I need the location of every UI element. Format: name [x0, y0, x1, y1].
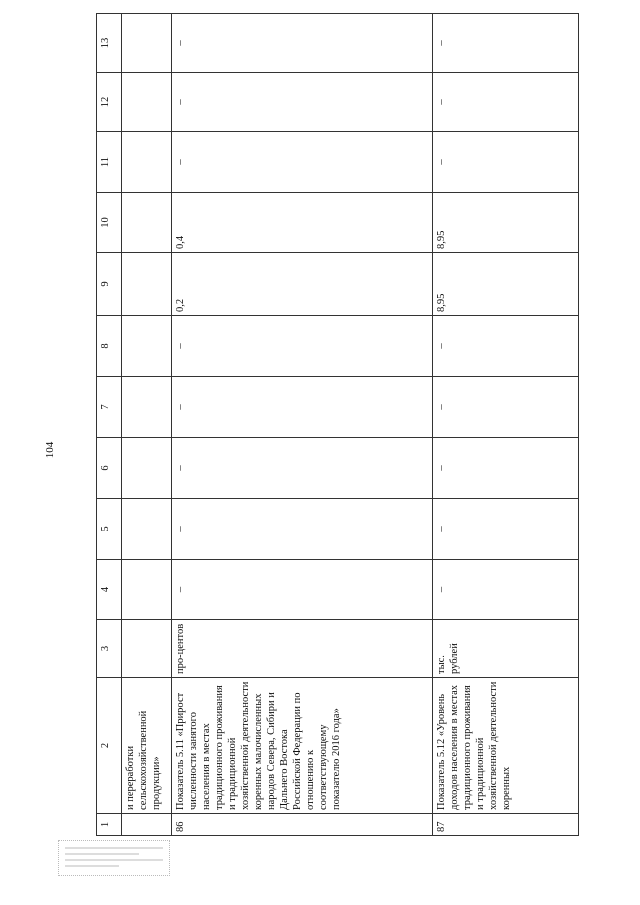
data-table: [96, 13, 579, 836]
table-cell: 86: [172, 814, 433, 836]
table-cell: тыс. рублей: [433, 620, 579, 678]
table-cell: Показатель 5.11 «Прирост численности занятого населения в местах традиционного проживания и традиционной хозяйственной деятельности коренных малочисленных народов Севера, Сибири и Дальнего Востока Российской Федерации по отношению к соответствующему показателю 2016 года»: [172, 678, 433, 814]
stamp-image: [58, 840, 170, 876]
table-cell: 0,4: [172, 193, 433, 253]
table-cell: –: [172, 316, 433, 377]
table-cell: –: [172, 14, 433, 73]
table-row: [172, 14, 433, 836]
col-header: 8: [97, 316, 122, 377]
table-cell: [122, 316, 172, 377]
table-cell: –: [433, 316, 579, 377]
table-cell: –: [433, 73, 579, 132]
table-cell: 0,2: [172, 253, 433, 316]
table-cell: [122, 73, 172, 132]
table-cell: про-центов: [172, 620, 433, 678]
table-cell: –: [172, 132, 433, 193]
table-cell: –: [433, 438, 579, 499]
table-cell: 8,95: [433, 193, 579, 253]
table-cell: [122, 14, 172, 73]
col-header: 10: [97, 193, 122, 253]
col-header: 2: [97, 678, 122, 814]
table-cell: и переработки сельскохозяйственной продукции»: [122, 678, 172, 814]
col-header: 6: [97, 438, 122, 499]
col-header: 3: [97, 620, 122, 678]
table-cell: –: [172, 377, 433, 438]
table-cell: [122, 253, 172, 316]
table-cell: –: [433, 560, 579, 620]
table-cell: [122, 193, 172, 253]
col-header: 7: [97, 377, 122, 438]
col-header: 5: [97, 499, 122, 560]
col-header: 11: [97, 132, 122, 193]
table-cell: [122, 132, 172, 193]
col-header: 4: [97, 560, 122, 620]
table-row: [122, 14, 172, 836]
table-cell: [122, 377, 172, 438]
col-header: 9: [97, 253, 122, 316]
col-header: 12: [97, 73, 122, 132]
table-cell: [122, 438, 172, 499]
table-cell: –: [433, 14, 579, 73]
table-cell: 8,95: [433, 253, 579, 316]
page-number: 104: [44, 441, 56, 459]
header-row: [97, 14, 122, 836]
col-header: 13: [97, 14, 122, 73]
table-cell: –: [433, 377, 579, 438]
table-row: [433, 14, 579, 836]
table-cell: –: [172, 73, 433, 132]
table-cell: –: [172, 499, 433, 560]
table-cell: –: [172, 560, 433, 620]
table-cell: [122, 499, 172, 560]
col-header: 1: [97, 814, 122, 836]
table-cell: –: [172, 438, 433, 499]
table-cell: –: [433, 499, 579, 560]
table-cell: –: [433, 132, 579, 193]
table-cell: [122, 560, 172, 620]
table-cell: Показатель 5.12 «Уровень доходов населения в местах традиционного проживания и традиционной хозяйственной деятельности коренных: [433, 678, 579, 814]
table-cell: 87: [433, 814, 579, 836]
table-cell: [122, 620, 172, 678]
table-cell: [122, 814, 172, 836]
